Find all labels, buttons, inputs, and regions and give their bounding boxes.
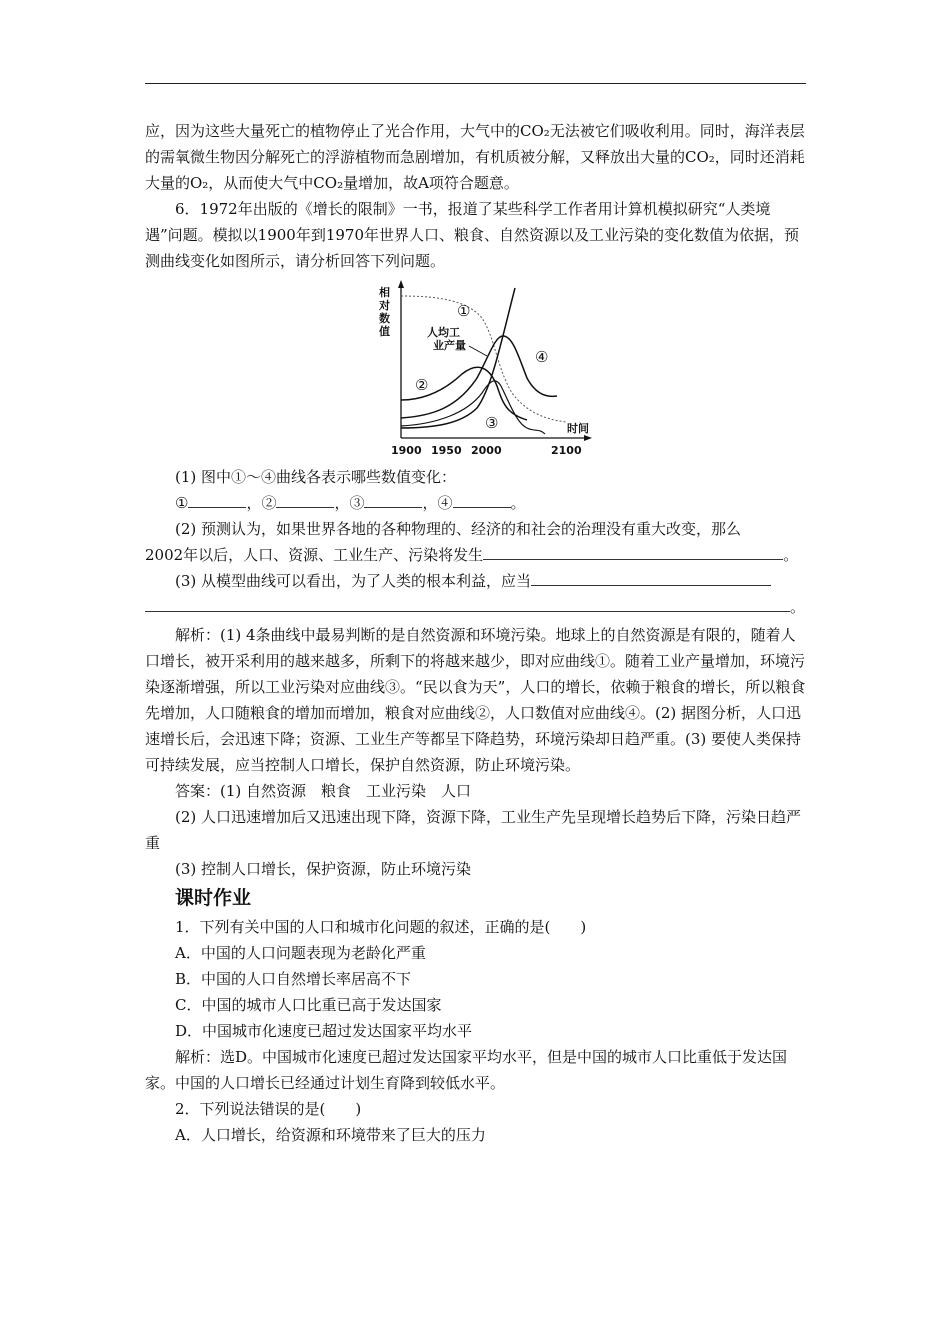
sub-question-3-end: 。	[790, 598, 806, 616]
section-heading: 课时作业	[175, 887, 252, 909]
annotation-line-2: 业产量	[433, 339, 466, 352]
sub-question-1: (1) 图中①～④曲线各表示哪些数值变化：	[175, 468, 457, 486]
curve-label-3: ③	[485, 414, 499, 432]
tick-1950: 1950	[431, 444, 462, 457]
question-6-answer-3: (3) 控制人口增长，保护资源，防止环境污染	[175, 860, 472, 878]
blank-label-4: ，④	[422, 494, 453, 512]
ylabel-char-1: 相	[379, 286, 390, 299]
curve-label-1: ①	[457, 302, 471, 320]
hw-q1-option-a[interactable]: A．中国的人口问题表现为老龄化严重	[175, 944, 426, 962]
question-6-stem: 6．1972年出版的《增长的限制》一书，报道了某些科学工作者用计算机模拟研究“人类境遇”问题。模拟以1900年到1970年世界人口、粮食、自然资源以及工业污染的变化数值为依据，预测曲线变化如图所示，请分析回答下列问题。	[145, 200, 800, 270]
curve-label-4: ④	[535, 348, 549, 366]
answer-blank-4[interactable]	[453, 491, 511, 508]
sub-question-3-text: (3) 从模型曲线可以看出，为了人类的根本利益，应当	[175, 572, 532, 590]
annotation-pointer	[469, 346, 487, 356]
blank-label-3: ，③	[334, 494, 365, 512]
ylabel-char-3: 数	[379, 312, 390, 325]
document-body	[145, 118, 806, 1148]
tick-2100: 2100	[551, 444, 582, 457]
tick-1900: 1900	[391, 444, 422, 457]
sub-question-2-text: 2002年以后，人口、资源、工业生产、污染将发生	[145, 546, 484, 564]
hw-question-1-analysis: 解析：选D。中国城市化速度已超过发达国家平均水平，但是中国的城市人口比重低于发达国家。中国的人口增长已经通过计划生育降到较低水平。	[145, 1048, 788, 1092]
blank-end: 。	[510, 494, 526, 512]
sub-question-2-end: 。	[783, 546, 799, 564]
header-rule	[145, 83, 806, 84]
answer-blank-2[interactable]	[276, 491, 334, 508]
blank-label-1: ①	[175, 494, 189, 512]
hw-q1-option-c[interactable]: C．中国的城市人口比重已高于发达国家	[175, 996, 442, 1014]
sub-question-3	[145, 568, 806, 594]
tick-2000: 2000	[471, 444, 502, 457]
hw-q1-option-b[interactable]: B．中国的人口自然增长率居高不下	[175, 970, 412, 988]
blank-label-2: ，②	[246, 494, 277, 512]
sub-question-2-cont	[145, 542, 806, 568]
sub-question-3-cont	[145, 594, 806, 620]
answer-blank-1[interactable]	[188, 491, 246, 508]
question-6-answer-1: 答案：(1) 自然资源 粮食 工业污染 人口	[175, 782, 472, 800]
intro-paragraph: 应，因为这些大量死亡的植物停止了光合作用，大气中的CO₂无法被它们吸收利用。同时，海洋表层的需氧微生物因分解死亡的浮游植物而急剧增加，有机质被分解，又释放出大量的CO₂，同时还消耗大量的O₂，从而使大气中CO₂量增加，故A项符合题意。	[145, 122, 805, 192]
answer-blank-3[interactable]	[364, 491, 422, 508]
hw-q1-option-d[interactable]: D．中国城市化速度已超过发达国家平均水平	[175, 1022, 473, 1040]
x-axis-arrow	[584, 435, 592, 441]
sub-question-2: (2) 预测认为，如果世界各地的各种物理的、经济的和社会的治理没有重大改变，那么	[175, 520, 742, 538]
hw-q2-option-a[interactable]: A．人口增长，给资源和环境带来了巨大的压力	[175, 1126, 486, 1144]
y-axis-arrow	[398, 280, 404, 288]
annotation-line-1: 人均工	[427, 326, 460, 339]
answer-blank-7[interactable]	[145, 595, 790, 612]
ylabel-char-2: 对	[379, 299, 390, 312]
answer-blank-6[interactable]	[531, 569, 771, 586]
question-6-analysis: 解析：(1) 4条曲线中最易判断的是自然资源和环境污染。地球上的自然资源是有限的，随着人口增长，被开采利用的越来越多，所剩下的将越来越少，即对应曲线①。随着工业产量增加，环境污染逐渐增强，所以工业污染对应曲线③。“民以食为天”，人口的增长，依赖于粮食的增长，所以粮食先增加，人口随粮食的增加而增加，粮食对应曲线②，人口数值对应曲线④。(2) 据图分析，人口迅速增长后，会迅速下降；资源、工业生产等都呈下降趋势，环境污染却日趋严重。(3) 要使人类保持可持续发展，应当控制人口增长，保护自然资源，防止环境污染。	[145, 626, 806, 774]
population-model-chart	[377, 278, 592, 458]
curve-label-2: ②	[415, 376, 429, 394]
hw-question-1-stem: 1．下列有关中国的人口和城市化问题的叙述，正确的是( )	[175, 918, 587, 936]
sub-question-1-blanks	[145, 490, 806, 516]
xlabel: 时间	[567, 422, 589, 435]
answer-blank-5[interactable]	[483, 543, 783, 560]
ylabel-char-4: 值	[379, 325, 390, 338]
question-6-answer-2: (2) 人口迅速增加后又迅速出现下降，资源下降，工业生产先呈现增长趋势后下降，污染日趋严重	[145, 808, 802, 852]
hw-question-2-stem: 2．下列说法错误的是( )	[175, 1100, 362, 1118]
